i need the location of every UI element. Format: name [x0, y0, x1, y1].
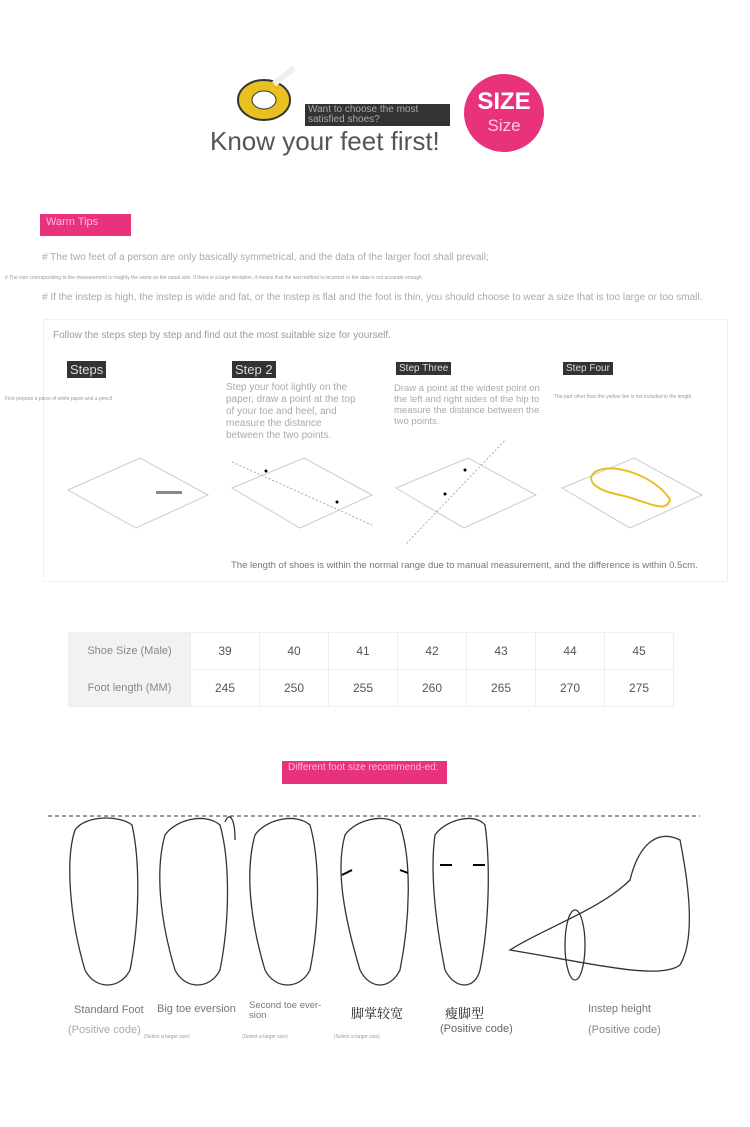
foot-type-name: 脚掌较宽 — [351, 1006, 404, 1021]
step-1-text: First prepare a piece of white paper and a pencil — [5, 396, 113, 402]
foot-type-note: (Positive code) — [588, 1024, 661, 1036]
badge-top: SIZE — [477, 88, 531, 115]
cell: 45 — [605, 633, 674, 670]
cell: 270 — [536, 670, 605, 707]
header-bubble: Want to choose the most satisfied shoes? — [305, 104, 450, 126]
tape-measure-icon — [234, 62, 298, 124]
cell: 260 — [398, 670, 467, 707]
row-header: Foot length (MM) — [69, 670, 191, 707]
cell: 42 — [398, 633, 467, 670]
foot-illustrations — [40, 800, 710, 990]
foot-type-note: (Positive code) — [440, 1023, 513, 1035]
step-2-label: Step 2 — [232, 361, 276, 378]
foot-type-name: 瘦脚型 — [445, 1006, 485, 1021]
step-2-text: Step your foot lightly on the paper, draw a point at the top of your toe and heel, and measure the distance between the two points. — [226, 382, 356, 441]
steps-note: The length of shoes is within the normal range due to manual measurement, and the difference is within 0.5cm. — [231, 560, 698, 571]
cell: 250 — [260, 670, 329, 707]
foot-type-note: (Select a larger size) — [334, 1034, 380, 1040]
warm-tips-label: Warm Tips — [40, 214, 131, 236]
cell: 43 — [467, 633, 536, 670]
cell: 44 — [536, 633, 605, 670]
cell: 245 — [191, 670, 260, 707]
cell: 40 — [260, 633, 329, 670]
step-4-label: Step Four — [563, 362, 613, 375]
steps-intro: Follow the steps step by step and find out the most suitable size for yourself. — [53, 330, 391, 341]
size-badge — [464, 74, 544, 152]
row-header: Shoe Size (Male) — [69, 633, 191, 670]
cell: 265 — [467, 670, 536, 707]
cell: 41 — [329, 633, 398, 670]
step-3-label: Step Three — [396, 362, 451, 375]
foot-type-name: Standard Foot — [74, 1004, 144, 1016]
foot-type-name: Second toe ever-sion — [249, 1000, 322, 1021]
step-4-text: The part other than the yellow line is not included in the length. — [554, 394, 693, 400]
badge-bottom: Size — [487, 116, 521, 135]
table-row — [69, 633, 674, 670]
foot-type-note: (Positive code) — [68, 1024, 141, 1036]
step-illustrations — [60, 440, 720, 550]
foot-type-note: (Select a larger size) — [242, 1034, 288, 1040]
page-title: Know your feet first! — [210, 126, 440, 156]
foot-types-label: Different foot size recommend-ed: — [282, 761, 447, 784]
tip-1: # The two feet of a person are only basically symmetrical, and the data of the larger foot shall prevail; — [42, 252, 489, 263]
cell: 39 — [191, 633, 260, 670]
step-3-text: Draw a point at the widest point on the left and right sides of the hip to measure the distance between the two points. — [394, 383, 540, 427]
table-row — [69, 670, 674, 707]
foot-type-name: Big toe eversion — [157, 1003, 236, 1015]
size-table — [68, 632, 674, 707]
tip-3: # If the instep is high, the instep is wide and fat, or the instep is flat and the foot is thin, you should choose to wear a size that is too large or too small. — [42, 292, 703, 303]
cell: 255 — [329, 670, 398, 707]
foot-type-note: (Select a larger size) — [144, 1034, 190, 1040]
cell: 275 — [605, 670, 674, 707]
step-1-label: Steps — [67, 361, 106, 378]
tip-2: # The size corresponding to the measurement is roughly the same as the usual size. If there is a large deviation, it means that the test method is incorrect or the data is not accurate enough. — [5, 275, 424, 281]
foot-type-name: Instep height — [588, 1003, 651, 1015]
